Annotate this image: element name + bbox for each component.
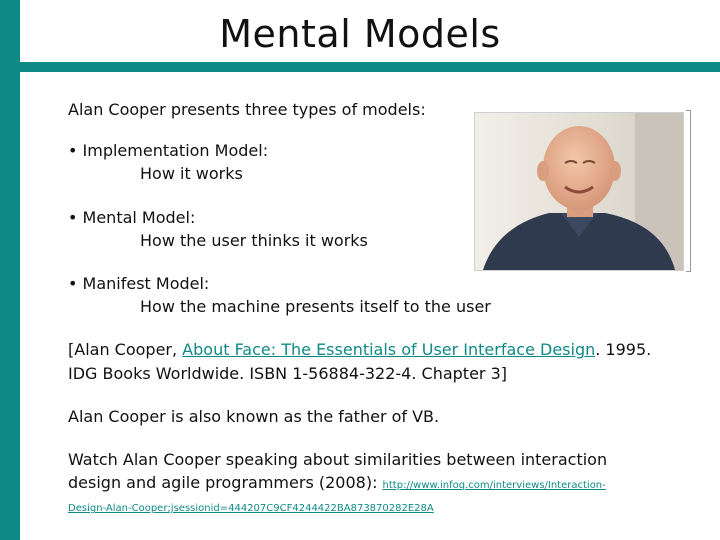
citation-suffix: . 1995. [595,340,652,360]
citation-line-1 [68,338,708,361]
slide-title: Mental Models [219,12,501,56]
watch-line-1: Watch Alan Cooper speaking about similarities between interaction [68,449,608,469]
model-implementation-name: • Implementation Model: [68,141,269,161]
slide-body [68,98,708,517]
model-manifest-desc: How the machine presents itself to the user [140,297,491,317]
model-mental-desc: How the user thinks it works [140,230,368,250]
interview-url-part-1[interactable]: http://www.infoq.com/interviews/Interaction- [382,480,606,492]
citation-line-2: IDG Books Worldwide. ISBN 1-56884-322-4. Chapter 3] [68,363,507,383]
vb-note: Alan Cooper is also known as the father of VB. [68,406,440,426]
model-mental-name: • Mental Model: [68,207,196,227]
book-link[interactable]: About Face: The Essentials of User Interface Design [182,340,596,360]
watch-line-2 [68,471,708,494]
model-manifest-name: • Manifest Model: [68,273,210,293]
accent-bar-horizontal [0,62,720,72]
citation-prefix: [Alan Cooper, [68,340,183,360]
interview-url-part-2[interactable]: Design-Alan-Cooper;jsessionid=444207C9CF4244422BA873870282E28A [68,503,434,515]
watch-line-2-text: design and agile programmers (2008): [68,473,378,493]
watch-line-3 [68,494,708,517]
model-implementation-desc: How it works [140,164,243,184]
accent-bar-vertical [0,0,20,540]
intro-text: Alan Cooper presents three types of models: [68,100,426,119]
